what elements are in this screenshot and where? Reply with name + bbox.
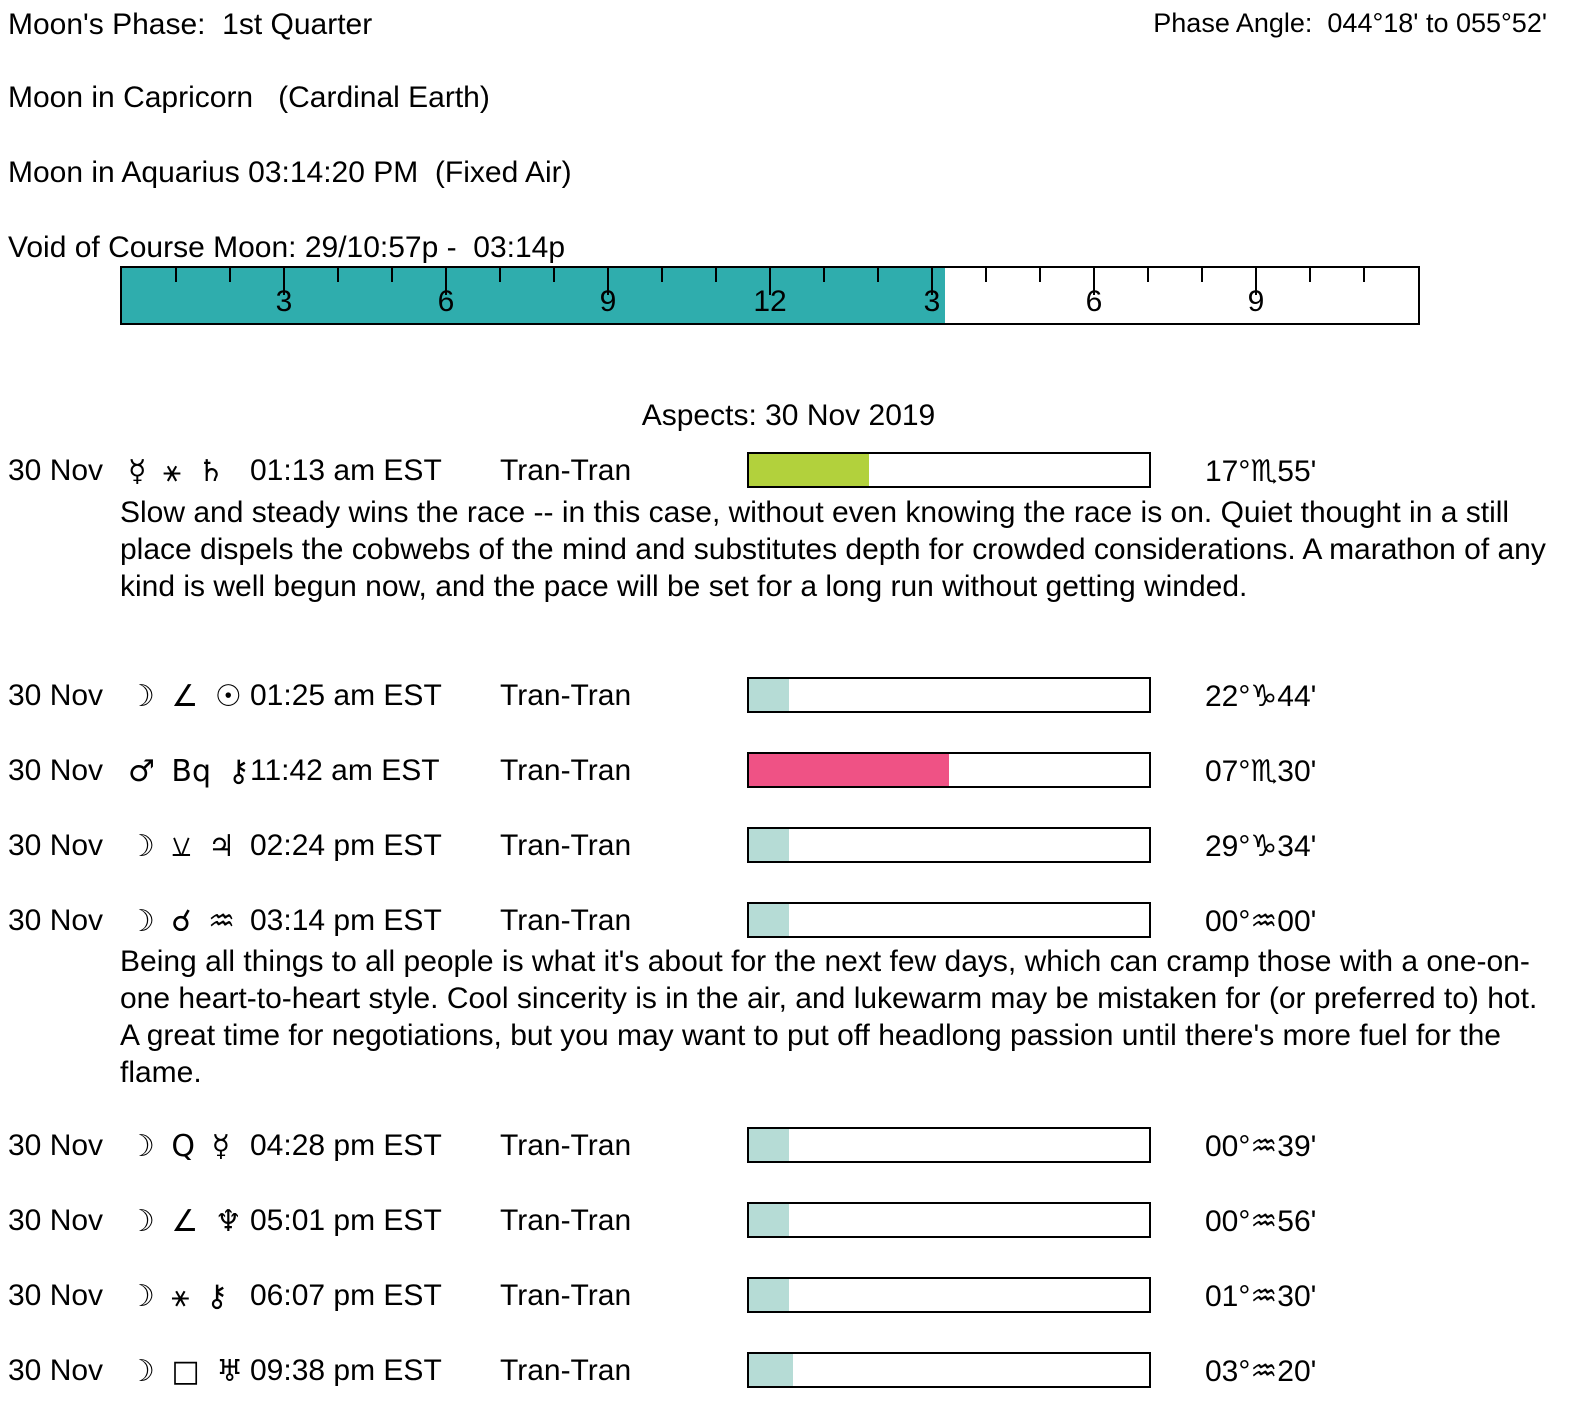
aspect-glyphs: ☽ ∠ ♆ <box>128 1204 242 1239</box>
aspect-degree: 29°♑34' <box>1205 830 1317 863</box>
phase-angle-label: Phase Angle: 044°18' to 055°52' <box>1153 8 1547 38</box>
aspect-orb-bar <box>747 752 1151 788</box>
aspect-orb-bar <box>747 827 1151 863</box>
aspect-type: Tran-Tran <box>500 1354 632 1387</box>
aspect-row <box>0 679 1577 717</box>
aspects-title: Aspects: 30 Nov 2019 <box>641 399 936 432</box>
aspect-time: 03:14 pm EST <box>250 904 442 937</box>
aspect-row <box>0 829 1577 867</box>
aspect-time: 09:38 pm EST <box>250 1354 442 1387</box>
aspect-orb-fill <box>749 454 869 486</box>
aspect-row <box>0 454 1577 492</box>
aspect-orb-bar <box>747 1127 1151 1163</box>
aspect-degree: 22°♑44' <box>1205 680 1317 713</box>
aspect-time: 01:25 am EST <box>250 679 442 712</box>
aspect-glyphs: ☽ ∠ ☉ <box>128 679 242 714</box>
aspect-degree: 00°♒00' <box>1205 905 1317 938</box>
aspect-glyphs: ☽ ⚺ ♃ <box>128 829 235 864</box>
voc-timeline-ticks: 3 6 9 12 3 6 9 <box>122 268 1418 323</box>
aspect-date: 30 Nov <box>8 904 104 937</box>
aspect-degree: 17°♏55' <box>1205 455 1317 488</box>
aspect-orb-fill <box>749 1204 789 1236</box>
aspect-orb-fill <box>749 904 789 936</box>
aspect-date: 30 Nov <box>8 1279 104 1312</box>
aspect-degree: 00°♒39' <box>1205 1130 1317 1163</box>
aspect-row <box>0 1129 1577 1167</box>
voc-timeline <box>120 266 1420 325</box>
aspect-orb-bar <box>747 677 1151 713</box>
void-of-course-label: Void of Course Moon: 29/10:57p - 03:14p <box>8 231 566 264</box>
moon-sign-next-label: Moon in Aquarius 03:14:20 PM (Fixed Air) <box>8 156 572 189</box>
aspect-type: Tran-Tran <box>500 829 632 862</box>
aspect-glyphs: ♂ Bq ⚷ <box>128 754 250 789</box>
aspect-type: Tran-Tran <box>500 454 632 487</box>
aspect-row <box>0 904 1577 942</box>
aspect-date: 30 Nov <box>8 679 104 712</box>
aspect-type: Tran-Tran <box>500 904 632 937</box>
moons-phase-label: Moon's Phase: 1st Quarter <box>8 8 373 41</box>
aspect-glyphs: ☽ Q ☿ <box>128 1129 230 1164</box>
aspect-type: Tran-Tran <box>500 1204 632 1237</box>
aspect-glyphs: ☽ □ ♅ <box>128 1354 244 1389</box>
aspect-degree: 00°♒56' <box>1205 1205 1317 1238</box>
aspect-orb-bar <box>747 1202 1151 1238</box>
aspect-date: 30 Nov <box>8 754 104 787</box>
aspect-type: Tran-Tran <box>500 1129 632 1162</box>
aspect-row <box>0 1279 1577 1317</box>
aspect-time: 04:28 pm EST <box>250 1129 442 1162</box>
aspect-orb-bar <box>747 902 1151 938</box>
aspect-row <box>0 1354 1577 1392</box>
aspect-row <box>0 1204 1577 1242</box>
aspect-orb-fill <box>749 754 949 786</box>
aspect-glyphs: ☽ ☌ ♒ <box>128 904 236 939</box>
aspect-date: 30 Nov <box>8 1129 104 1162</box>
aspect-degree: 07°♏30' <box>1205 755 1317 788</box>
aspect-date: 30 Nov <box>8 454 104 487</box>
aspect-orb-bar <box>747 452 1151 488</box>
aspect-orb-bar <box>747 1352 1151 1388</box>
aspect-orb-bar <box>747 1277 1151 1313</box>
aspect-orb-fill <box>749 829 789 861</box>
aspect-time: 06:07 pm EST <box>250 1279 442 1312</box>
aspect-row <box>0 754 1577 792</box>
aspect-orb-fill <box>749 1354 793 1386</box>
aspect-note: Slow and steady wins the race -- in this case, without even knowing the race is on. Quiet thought in a still place dispels the cobwebs of the mind and substitutes depth for crowded considerations. A marathon of any kind is well begun now, and the pace will be set for a long run without getting winded. <box>120 496 1546 603</box>
aspect-degree: 01°♒30' <box>1205 1280 1317 1313</box>
aspect-date: 30 Nov <box>8 1204 104 1237</box>
aspect-type: Tran-Tran <box>500 1279 632 1312</box>
aspect-degree: 03°♒20' <box>1205 1355 1317 1388</box>
aspect-orb-fill <box>749 679 789 711</box>
aspect-orb-fill <box>749 1279 789 1311</box>
aspect-time: 01:13 am EST <box>250 454 442 487</box>
aspect-time: 02:24 pm EST <box>250 829 442 862</box>
aspect-orb-fill <box>749 1129 789 1161</box>
aspect-time: 05:01 pm EST <box>250 1204 442 1237</box>
aspect-glyphs: ☽ ⚹ ⚷ <box>128 1279 228 1314</box>
aspect-date: 30 Nov <box>8 1354 104 1387</box>
aspect-type: Tran-Tran <box>500 679 632 712</box>
aspect-type: Tran-Tran <box>500 754 632 787</box>
aspect-note: Being all things to all people is what it's about for the next few days, which can cramp those with a one-on-one heart-to-heart style. Cool sincerity is in the air, and lukewarm may be mistaken for (or preferred to) hot. A great time for negotiations, but you may want to put off headlong passion until there's more fuel for the flame. <box>120 945 1538 1089</box>
aspect-date: 30 Nov <box>8 829 104 862</box>
aspect-time: 11:42 am EST <box>250 754 440 787</box>
aspect-glyphs: ☿ ⚹ ♄ <box>128 454 225 489</box>
moon-sign-current-label: Moon in Capricorn (Cardinal Earth) <box>8 81 490 114</box>
